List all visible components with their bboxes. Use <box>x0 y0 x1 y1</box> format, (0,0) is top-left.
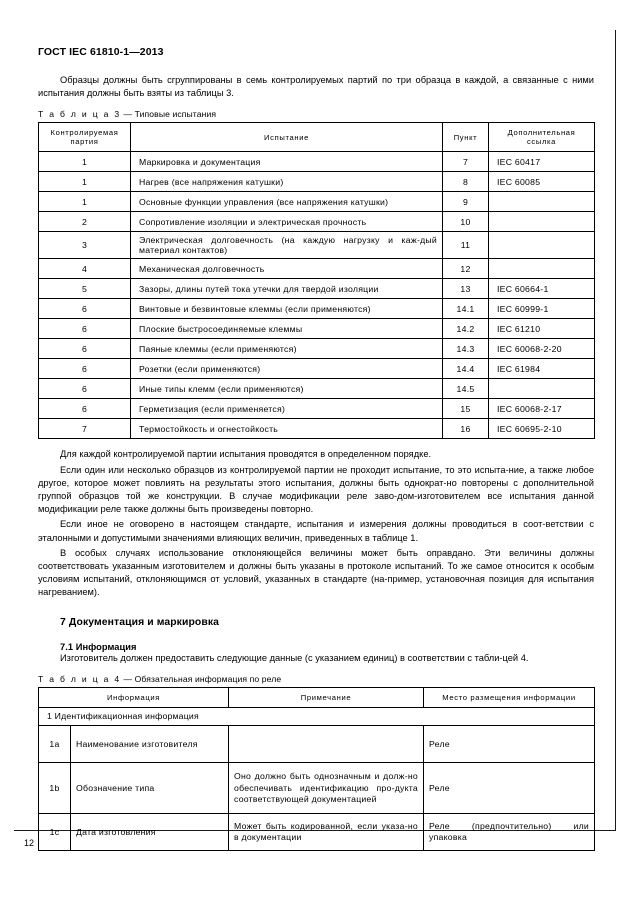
paragraph-test-order: Для каждой контролируемой партии испытания проводятся в определенном порядке. <box>60 449 432 460</box>
table-row <box>39 319 595 339</box>
table3-cell-reference <box>489 212 595 232</box>
table3-cell-clause: 16 <box>443 419 489 439</box>
table3-cell-clause: 14.2 <box>443 319 489 339</box>
table3-cell-clause: 14.5 <box>443 379 489 399</box>
table-row <box>39 726 595 763</box>
paragraph-failed-samples: Если один или несколько образцов из контролируемой партии не проходит испытание, то это испыта-ние, а также любое другое, которое может повлиять на результаты этого испытания, должны быть однократ-но повторены с дополнительной группой образцов той же конструкции. В случае модификации реле заво-дом-изготовителем все испытания данной модификации реле также должны быть произведены повторно. <box>38 464 594 515</box>
paragraph-reference-conditions: Если иное не оговорено в настоящем стандарте, испытания и измерения должны проводиться в соот-ветствии с эталонными и допустимыми значениями влияющих величин, приведенных в таблице 1. <box>38 519 594 543</box>
table3-header-batch: Контролируемая партия <box>39 123 131 152</box>
table-row <box>39 359 595 379</box>
section-7-heading: 7 Документация и маркировка <box>60 616 220 628</box>
table3-cell-clause: 11 <box>443 232 489 259</box>
table3-cell-clause: 12 <box>443 259 489 279</box>
table3-cell-batch: 1 <box>39 152 131 172</box>
table3-cell-clause: 14.1 <box>443 299 489 319</box>
table3-cell-test: Розетки (если применяются) <box>131 359 443 379</box>
table3-body <box>39 152 595 439</box>
table4-header-row <box>39 687 595 707</box>
table-row <box>39 299 595 319</box>
table-row <box>39 172 595 192</box>
table3-cell-reference <box>489 192 595 212</box>
table3-cell-clause: 8 <box>443 172 489 192</box>
table3-cell-reference: IEC 60999-1 <box>489 299 595 319</box>
section-7-1-heading: 7.1 Информация <box>60 641 137 652</box>
table3-cell-batch: 2 <box>39 212 131 232</box>
table3-caption-title: — Типовые испытания <box>123 109 217 120</box>
section-7-1-paragraph: Изготовитель должен предоставить следующие данные (с указанием единиц) в соответствии с табли-цей 4. <box>60 652 529 663</box>
table3-cell-clause: 7 <box>443 152 489 172</box>
table-row <box>39 419 595 439</box>
paragraph-special-cases: В особых случаях использование отклоняющейся величины может быть оправдано. Эти величины должны соответствовать указанным изготовителем и должны быть указаны в протоколе испытаний. То же самое относится к особым условиям испытаний, отклоняющимся от условий, указанных в стандарте (на-пример, установочная позиция для испытания нагреванием). <box>38 547 594 598</box>
table3-cell-test: Иные типы клемм (если применяются) <box>131 379 443 399</box>
table3-cell-batch: 4 <box>39 259 131 279</box>
table3-header-clause: Пункт <box>443 123 489 152</box>
table-row <box>39 399 595 419</box>
table4-header-location: Место размещения информации <box>424 687 595 707</box>
table-row <box>39 814 595 851</box>
table3-cell-batch: 1 <box>39 172 131 192</box>
table3-cell-test: Электрическая долговечность (на каждую нагрузку и каж-дый материал контактов) <box>131 232 443 259</box>
intro-paragraph: Образцы должны быть сгруппированы в семь контролируемых партий по три образца в каждой, а связанные с ними испытания должны быть взяты из таблицы 3. <box>38 75 594 99</box>
table3-cell-batch: 3 <box>39 232 131 259</box>
table3-cell-reference: IEC 61210 <box>489 319 595 339</box>
page-frame-right-rule <box>615 30 616 830</box>
table3-cell-batch: 7 <box>39 419 131 439</box>
table4-cell-information: Дата изготовления <box>71 814 229 851</box>
table-row <box>39 379 595 399</box>
table-row <box>39 232 595 259</box>
table3-cell-reference: IEC 60417 <box>489 152 595 172</box>
table3-cell-reference: IEC 60695-2-10 <box>489 419 595 439</box>
table4-cell-note: Оно должно быть однозначным и долж-но обеспечивать идентификацию про-дукта соответствующей документацией <box>229 763 424 814</box>
table3-cell-clause: 10 <box>443 212 489 232</box>
table4-cell-location: Реле <box>424 763 595 814</box>
table4-body <box>39 707 595 851</box>
table3-cell-reference: IEC 60068-2-17 <box>489 399 595 419</box>
table-row <box>39 259 595 279</box>
table4-cell-information: Обозначение типа <box>71 763 229 814</box>
table4-group-label: 1 Идентификационная информация <box>39 707 595 726</box>
table3-cell-test: Термостойкость и огнестойкость <box>131 419 443 439</box>
table3-cell-reference: IEC 60085 <box>489 172 595 192</box>
table3-cell-clause: 14.4 <box>443 359 489 379</box>
table3-cell-test: Винтовые и безвинтовые клеммы (если применяются) <box>131 299 443 319</box>
table3-cell-batch: 6 <box>39 339 131 359</box>
table3-cell-reference <box>489 379 595 399</box>
table3-header-test: Испытание <box>131 123 443 152</box>
table-row-group <box>39 707 595 726</box>
table3-cell-reference: IEC 60068-2-20 <box>489 339 595 359</box>
table3-cell-clause: 15 <box>443 399 489 419</box>
table3-cell-batch: 6 <box>39 319 131 339</box>
table4-cell-id: 1c <box>39 814 71 851</box>
table3-header-row <box>39 123 595 152</box>
page-content <box>38 46 594 851</box>
table4-header-information: Информация <box>39 687 229 707</box>
table3-cell-test: Герметизация (если применяется) <box>131 399 443 419</box>
table3-cell-batch: 6 <box>39 399 131 419</box>
table4-header-note: Примечание <box>229 687 424 707</box>
table3-cell-test: Нагрев (все напряжения катушки) <box>131 172 443 192</box>
table3-cell-test: Паяные клеммы (если применяются) <box>131 339 443 359</box>
table4-cell-id: 1b <box>39 763 71 814</box>
table-row <box>39 763 595 814</box>
table3-cell-reference <box>489 259 595 279</box>
table3-cell-reference: IEC 60664-1 <box>489 279 595 299</box>
table3-cell-test: Маркировка и документация <box>131 152 443 172</box>
table3-cell-batch: 5 <box>39 279 131 299</box>
table-row <box>39 339 595 359</box>
table3-cell-test: Плоские быстросоединяемые клеммы <box>131 319 443 339</box>
table3-cell-clause: 14.3 <box>443 339 489 359</box>
table4-cell-note: Может быть кодированной, если указа-но в документации <box>229 814 424 851</box>
table-row <box>39 212 595 232</box>
table3-cell-test: Механическая долговечность <box>131 259 443 279</box>
table3-header-reference: Дополнительная ссылка <box>489 123 595 152</box>
table3-cell-reference: IEC 61984 <box>489 359 595 379</box>
table-row <box>39 192 595 212</box>
table4-caption-label: Т а б л и ц а 4 <box>38 673 121 684</box>
table-4 <box>38 687 595 852</box>
table4-cell-information: Наименование изготовителя <box>71 726 229 763</box>
table-row <box>39 152 595 172</box>
table4-cell-location: Реле (предпочтительно) или упаковка <box>424 814 595 851</box>
table4-cell-note <box>229 726 424 763</box>
page-number: 12 <box>24 838 35 848</box>
table3-cell-batch: 6 <box>39 299 131 319</box>
document-title: ГОСТ IEC 61810-1—2013 <box>38 46 164 58</box>
table-3 <box>38 122 595 439</box>
table4-caption-title: — Обязательная информация по реле <box>123 673 282 684</box>
table3-caption-label: Т а б л и ц а 3 <box>38 109 121 120</box>
table4-cell-location: Реле <box>424 726 595 763</box>
table3-cell-batch: 6 <box>39 379 131 399</box>
table3-caption <box>38 109 594 119</box>
table3-cell-batch: 1 <box>39 192 131 212</box>
table3-cell-clause: 9 <box>443 192 489 212</box>
table-row <box>39 279 595 299</box>
table3-cell-batch: 6 <box>39 359 131 379</box>
table3-cell-reference <box>489 232 595 259</box>
table3-cell-test: Сопротивление изоляции и электрическая прочность <box>131 212 443 232</box>
table3-cell-test: Зазоры, длины путей тока утечки для твердой изоляции <box>131 279 443 299</box>
table3-cell-clause: 13 <box>443 279 489 299</box>
table3-cell-test: Основные функции управления (все напряжения катушки) <box>131 192 443 212</box>
table4-cell-id: 1a <box>39 726 71 763</box>
table4-caption <box>38 674 594 684</box>
